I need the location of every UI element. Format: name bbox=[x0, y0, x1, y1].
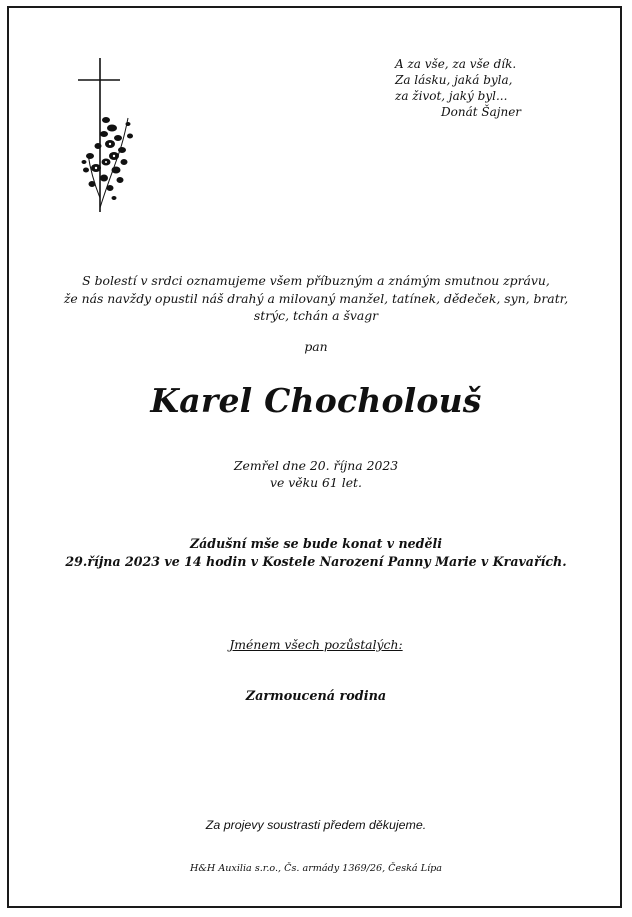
title-word: pan bbox=[304, 339, 328, 354]
mass-line: Zádušní mše se bude konat v neděli bbox=[189, 536, 443, 551]
poem-line: A za vše, za vše dík. bbox=[395, 57, 517, 71]
poem-line: za život, jaký byl... bbox=[395, 89, 508, 103]
mass-line: 29.října 2023 ve 14 hodin v Kostele Narození Panny Marie v Kravařích. bbox=[65, 554, 567, 569]
announcement-line: že nás navždy opustil náš drahý a milovaný manžel, tatínek, dědeček, syn, bratr, bbox=[63, 290, 569, 306]
death-info bbox=[0, 457, 632, 491]
announcement-line: S bolestí v srdci oznamujeme všem příbuzným a známým smutnou zprávu, bbox=[82, 273, 550, 288]
family-signature: Zarmoucená rodina bbox=[245, 689, 387, 704]
death-age: ve věku 61 let. bbox=[270, 475, 362, 490]
cross-with-flowers-icon bbox=[76, 58, 142, 214]
funeral-mass-info bbox=[0, 535, 632, 571]
poem-line: Za lásku, jaká byla, bbox=[395, 73, 513, 87]
on-behalf-heading bbox=[0, 637, 632, 652]
on-behalf-text: Jménem všech pozůstalých: bbox=[229, 637, 403, 652]
poem-quote bbox=[395, 56, 521, 120]
poem-author: Donát Šajner bbox=[441, 105, 522, 119]
announcement-text bbox=[0, 272, 632, 325]
announcement-line: strýc, tchán a švagr bbox=[253, 308, 379, 323]
thanks-line: Za projevy soustrasti předem děkujeme. bbox=[205, 818, 427, 832]
deceased-name: Karel Chocholouš bbox=[150, 381, 482, 420]
death-date: Zemřel dne 20. října 2023 bbox=[233, 458, 399, 473]
funeral-service-footer: H&H Auxilia s.r.o., Čs. armády 1369/26, Česká Lípa bbox=[190, 863, 442, 874]
